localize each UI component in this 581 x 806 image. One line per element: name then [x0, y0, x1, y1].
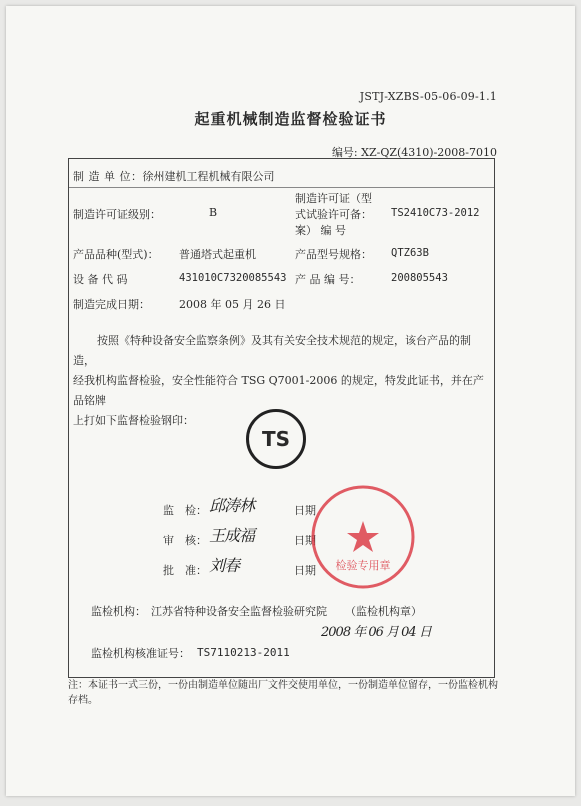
equipment-code-value: 431010C7320085543: [179, 272, 287, 284]
statement-line-2: 经我机构监督检验，安全性能符合 TSG Q7001-2006 的规定，特发此证书，并在产品铭牌: [73, 374, 484, 407]
approve-label: 批 准：: [163, 564, 207, 577]
approve-signature: 刘春: [209, 556, 240, 575]
certificate-frame: [68, 158, 495, 678]
model-value: QTZ63B: [391, 247, 429, 259]
manufacturer-row: [73, 168, 275, 184]
product-no-value: 200805543: [391, 272, 448, 284]
statement-line-1: 按照《特种设备安全监察条例》及其有关安全技术规范的规定，该台产品的制造，: [73, 334, 471, 367]
seal-note: （监检机构章）: [345, 605, 422, 618]
license-no-value: TS2410C73-2012: [391, 207, 480, 219]
completion-date-label: 制造完成日期：: [73, 298, 150, 311]
product-type-value: 普通塔式起重机: [179, 248, 256, 261]
ts-stamp-icon: TS: [246, 409, 306, 469]
divider: [69, 187, 494, 188]
page-title: 起重机械制造监督检验证书: [194, 110, 387, 128]
equipment-code-label: 设 备 代 码: [73, 273, 128, 286]
institution-date: 2008 年 06 月 04 日: [321, 625, 431, 640]
manufacturer-value: 徐州建机工程机械有限公司: [142, 170, 275, 183]
certificate-number: 编号: XZ-QZ(4310)-2008-7010: [331, 146, 497, 159]
approval-label: 监检机构核准证号：: [91, 647, 190, 660]
statement-line-3: 上打如下监督检验钢印：: [73, 414, 194, 427]
form-code: JSTJ-XZBS-05-06-09-1.1: [359, 90, 497, 103]
completion-date-value: 2008 年 05 月 26 日: [179, 298, 286, 311]
review-label: 审 核：: [163, 534, 207, 547]
institution-label: 监检机构：: [91, 605, 146, 618]
inspect-signature: 邱涛林: [209, 496, 255, 515]
license-no-label-3: 案） 编 号: [295, 224, 346, 237]
license-no-label-2: 式试验许可备：: [295, 208, 372, 221]
manufacturer-label: 制 造 单 位：: [73, 170, 143, 183]
inspect-date-label: 日期: [294, 504, 316, 517]
seal-center-text: 检验专用章: [335, 559, 391, 572]
product-no-label: 产 品 编 号：: [295, 273, 361, 286]
license-level-label: 制造许可证级别：: [73, 208, 161, 221]
inspect-label: 监 检：: [163, 504, 207, 517]
official-seal-icon: [309, 483, 417, 591]
approval-number: TS7110213-2011: [197, 646, 290, 659]
footer-note: 注：本证书一式三份，一份由制造单位随出厂文件交使用单位，一份制造单位留存，一份监检机构存档。: [68, 680, 498, 706]
product-type-label: 产品品种(型式)：: [73, 248, 159, 261]
license-level-value: B: [209, 206, 218, 219]
model-label: 产品型号规格：: [295, 248, 372, 261]
license-no-label-1: 制造许可证（型: [295, 192, 372, 205]
review-signature: 王成福: [209, 526, 255, 545]
approve-date-label: 日期: [294, 564, 316, 577]
certificate-page: [6, 6, 575, 796]
review-date-label: 日期: [294, 534, 316, 547]
institution-name: 江苏省特种设备安全监督检验研究院: [151, 605, 327, 618]
